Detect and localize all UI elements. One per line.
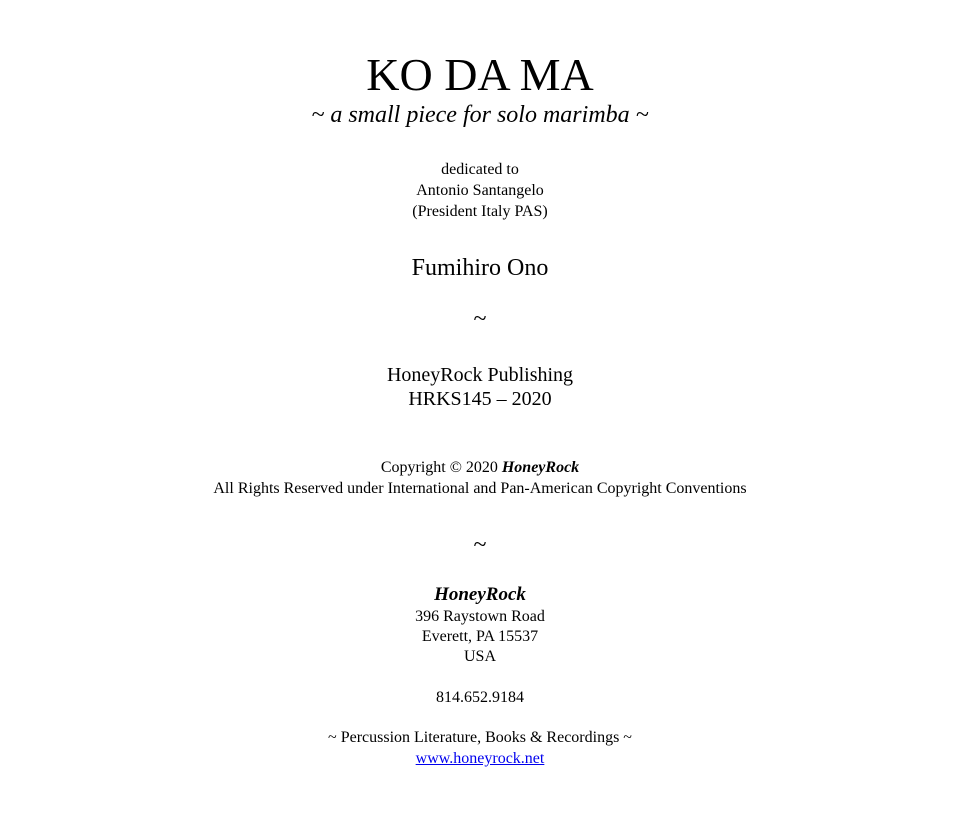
website-line <box>0 749 960 769</box>
website-link[interactable]: www.honeyrock.net <box>415 750 545 767</box>
catalog-number: HRKS145 – 2020 <box>408 388 552 410</box>
piece-title: KO DA MA <box>366 49 594 100</box>
dedicatee-role: (President Italy PAS) <box>412 203 548 220</box>
address-street: 396 Raystown Road <box>415 608 545 625</box>
phone-number: 814.652.9184 <box>436 689 524 706</box>
rights-statement: All Rights Reserved under International and Pan-American Copyright Conventions <box>213 480 747 497</box>
dedicatee-name: Antonio Santangelo <box>416 182 544 199</box>
piece-subtitle: ~ a small piece for solo marimba ~ <box>311 102 649 128</box>
composer-name: Fumihiro Ono <box>411 255 549 281</box>
copyright-holder: HoneyRock <box>501 459 580 476</box>
separator-tilde: ~ <box>473 306 487 332</box>
company-name: HoneyRock <box>434 584 526 605</box>
address-city: Everett, PA 15537 <box>421 628 539 645</box>
copyright-line <box>0 458 960 478</box>
address-country: USA <box>463 648 496 665</box>
copyright-prefix: Copyright © 2020 <box>380 459 502 476</box>
dedication-intro: dedicated to <box>441 161 519 178</box>
tagline: ~ Percussion Literature, Books & Recordings ~ <box>328 729 632 746</box>
separator-tilde-2: ~ <box>473 532 487 558</box>
publisher-name: HoneyRock Publishing <box>386 364 574 386</box>
